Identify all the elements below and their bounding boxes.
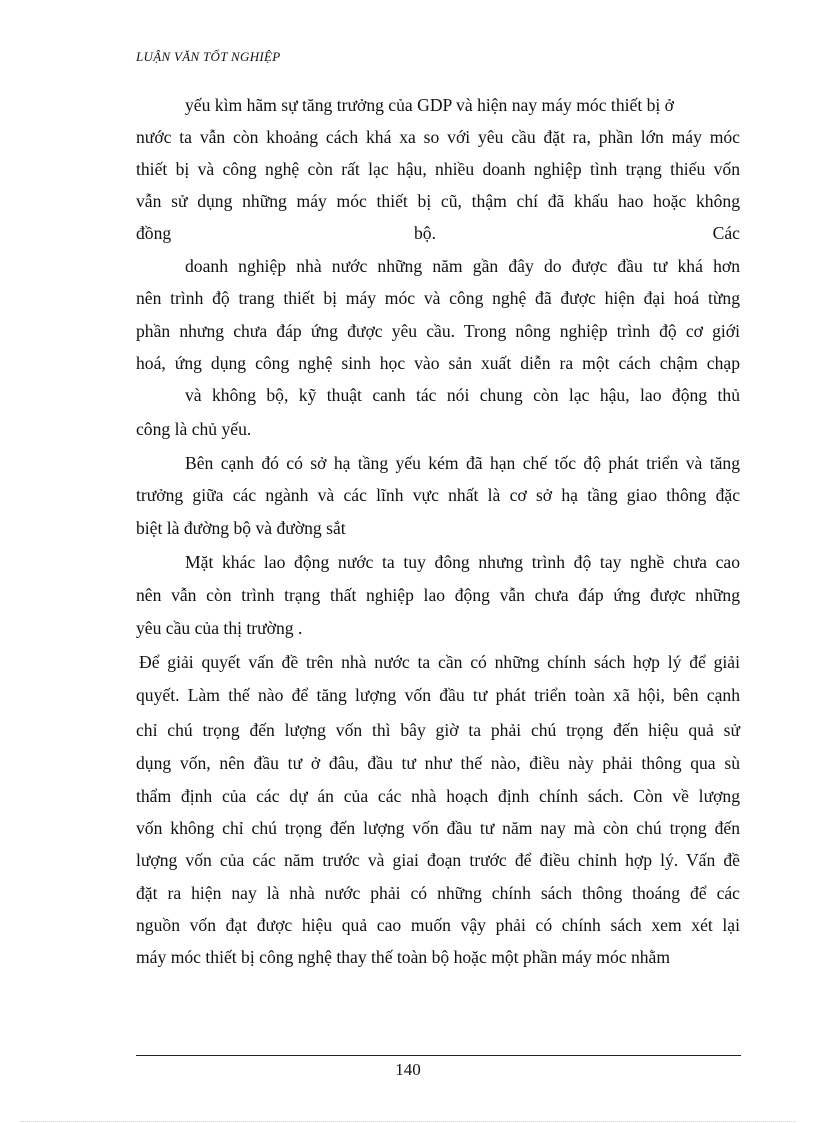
text-line: trưởng giữa các ngành và các lĩnh vực nhất là cơ sở hạ tầng giao thông đặc bbox=[136, 485, 740, 505]
text-line: vốn không chỉ chú trọng đến lượng vốn đầu tư năm nay mà còn chú trọng đến bbox=[136, 818, 740, 838]
text-line: phần nhưng chưa đáp ứng được yêu cầu. Trong nông nghiệp trình độ cơ giới bbox=[136, 321, 740, 341]
word: Các bbox=[712, 223, 740, 243]
text-line: lượng vốn của các năm trước và giai đoạn trước để điều chỉnh hợp lý. Vấn đề bbox=[136, 850, 740, 870]
running-header: LUẬN VĂN TỐT NGHIỆP bbox=[136, 49, 281, 64]
page-number: 140 bbox=[395, 1060, 421, 1079]
text-line: dụng vốn, nên đầu tư ở đâu, đầu tư như thế nào, điều này phải thông qua sù bbox=[136, 753, 740, 773]
text-line: thẩm định của các dự án của các nhà hoạch định chính sách. Còn về lượng bbox=[136, 786, 740, 806]
text-line: quyết. Làm thế nào để tăng lượng vốn đầu tư phát triển toàn xã hội, bên cạnh bbox=[136, 685, 740, 705]
text-line: Bên cạnh đó có sở hạ tầng yếu kém đã hạn chế tốc độ phát triển và tăng bbox=[185, 453, 740, 473]
text-line: nguồn vốn đạt được hiệu quả cao muốn vậy phải có chính sách xem xét lại bbox=[136, 915, 740, 935]
footer-divider bbox=[136, 1055, 741, 1056]
text-line: Mặt khác lao động nước ta tuy đông nhưng trình độ tay nghề chưa cao bbox=[185, 552, 740, 572]
text-line: vẫn sử dụng những máy móc thiết bị cũ, thậm chí đã khấu hao hoặc không bbox=[136, 191, 740, 211]
page-edge-divider bbox=[20, 1121, 796, 1122]
text-line: Để giải quyết vấn đề trên nhà nước ta cần có những chính sách hợp lý để giải bbox=[139, 652, 740, 672]
text-line: máy móc thiết bị công nghệ thay thế toàn bộ hoặc một phần máy móc nhằm bbox=[136, 947, 671, 967]
text-line: hoá, ứng dụng công nghệ sinh học vào sản xuất diễn ra một cách chậm chạp bbox=[136, 353, 740, 373]
text-line: yếu kìm hãm sự tăng trưởng của GDP và hiện nay máy móc thiết bị ở bbox=[185, 95, 674, 115]
text-line: thiết bị và công nghệ còn rất lạc hậu, nhiều doanh nghiệp tình trạng thiếu vốn bbox=[136, 159, 740, 179]
text-line: đặt ra hiện nay là nhà nước phải có những chính sách thông thoáng để các bbox=[136, 883, 740, 903]
text-line: và không bộ, kỹ thuật canh tác nói chung còn lạc hậu, lao động thủ bbox=[185, 385, 740, 405]
text-line: doanh nghiệp nhà nước những năm gần đây do được đầu tư khá hơn bbox=[185, 256, 740, 276]
text-line: nên vẫn còn trình trạng thất nghiệp lao động vẫn chưa đáp ứng được những bbox=[136, 585, 740, 605]
text-line: biệt là đường bộ và đường sắt bbox=[136, 518, 346, 538]
word: bộ. bbox=[414, 223, 436, 243]
text-line: chỉ chú trọng đến lượng vốn thì bây giờ ta phải chú trọng đến hiệu quả sử bbox=[136, 720, 740, 740]
text-line: công là chủ yếu. bbox=[136, 419, 252, 439]
text-line: nên trình độ trang thiết bị máy móc và công nghệ đã được hiện đại hoá từng bbox=[136, 288, 740, 308]
text-line: nước ta vẫn còn khoảng cách khá xa so với yêu cầu đặt ra, phần lớn máy móc bbox=[136, 127, 740, 147]
text-line: yêu cầu của thị trường . bbox=[136, 618, 303, 638]
word: đồng bbox=[136, 223, 172, 243]
